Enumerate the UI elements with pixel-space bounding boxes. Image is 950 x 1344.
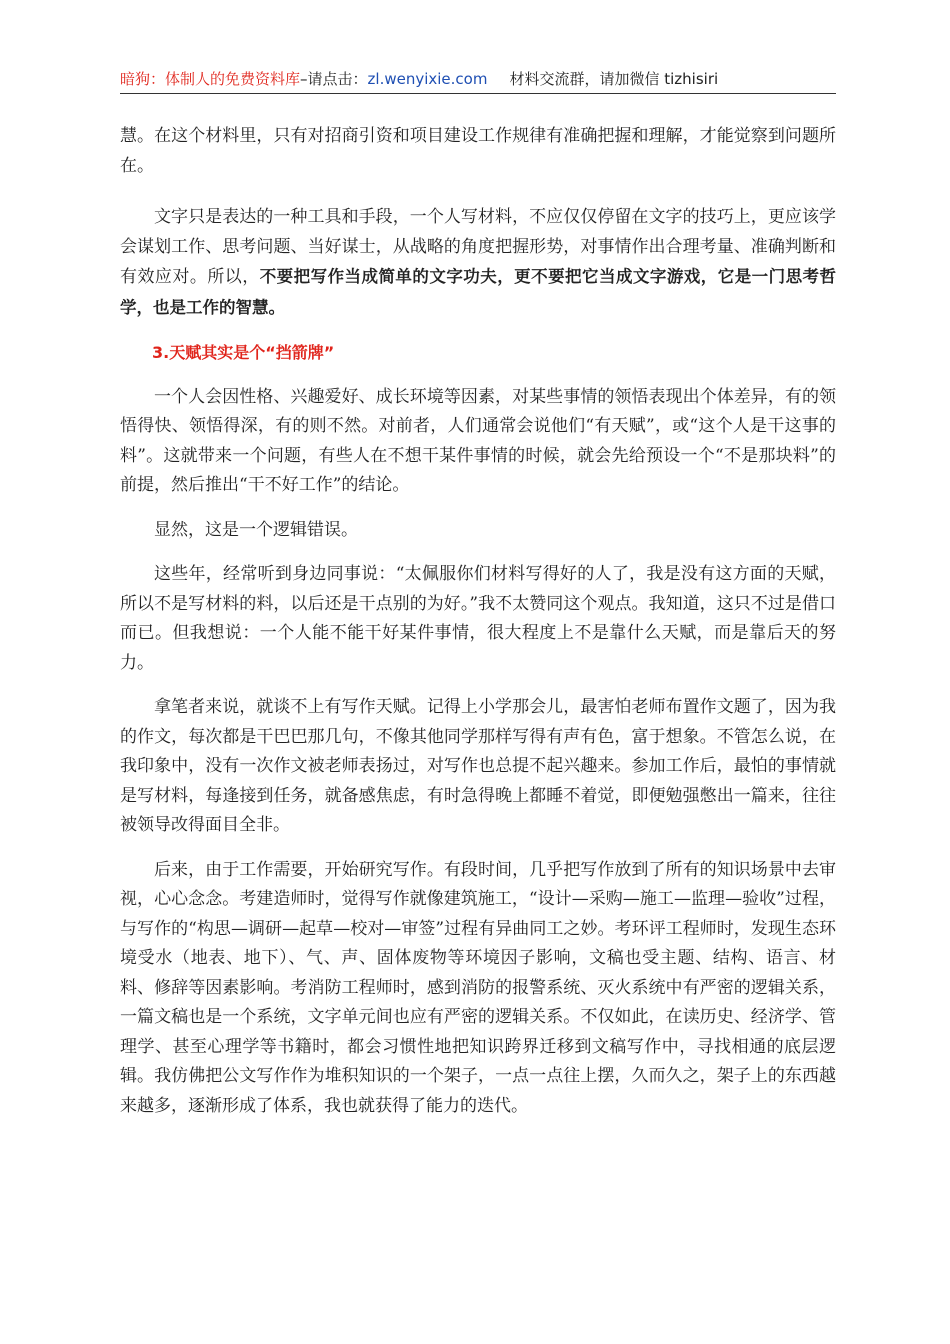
paragraph-writing-tool	[120, 203, 836, 323]
header-link[interactable]: zl.wenyixie.com	[367, 70, 488, 88]
paragraph-colleagues: 这些年，经常听到身边同事说：“太佩服你们材料写得好的人了，我是没有这方面的天赋，所以不是写材料的料，以后还是干点别的为好。”我不太赞同这个观点。我知道，这只不过是借口而已。但我想说：一个人能不能干好某件事情，很大程度上不是靠什么天赋，而是靠后天的努力。	[120, 564, 836, 673]
page-header	[120, 66, 836, 92]
header-brand: 暗狗：体制人的免费资料库	[120, 70, 301, 88]
paragraph-study-writing: 后来，由于工作需要，开始研究写作。有段时间，几乎把写作放到了所有的知识场景中去审视，心心念念。考建造师时，觉得写作就像建筑施工，“设计—采购—施工—监理—验收”过程，与写作的“构思—调研—起草—校对—审签”过程有异曲同工之妙。考环评工程师时，发现生态环境受水（地表、地下）、气、声、固体废物等环境因子影响，文稿也受主题、结构、语言、材料、修辞等因素影响。考消防工程师时，感到消防的报警系统、灭火系统中有严密的逻辑关系，一篇文稿也是一个系统，文字单元间也应有严密的逻辑关系。不仅如此，在读历史、经济学、管理学、甚至心理学等书籍时，都会习惯性地把知识跨界迁移到文稿写作中，寻找相通的底层逻辑。我仿佛把公文写作作为堆积知识的一个架子，一点一点往上摆，久而久之，架子上的东西越来越多，逐渐形成了体系，我也就获得了能力的迭代。	[120, 859, 836, 1116]
paragraph-author-experience: 拿笔者来说，就谈不上有写作天赋。记得上小学那会儿，最害怕老师布置作文题了，因为我的作文，每次都是干巴巴那几句，不像其他同学那样写得有声有色，富于想象。不管怎么说，在我印象中，没有一次作文被老师表扬过，对写作也总提不起兴趣来。参加工作后，最怕的事情就是写材料，每逢接到任务，就备感焦虑，有时急得晚上都睡不着觉，即便勉强憋出一篇来，往往被领导改得面目全非。	[120, 697, 836, 835]
header-separator: –请点击：	[300, 70, 368, 88]
document-body	[120, 122, 836, 1136]
paragraph-talent: 一个人会因性格、兴趣爱好、成长环境等因素，对某些事情的领悟表现出个体差异，有的领悟得快、领悟得深，有的则不然。对前者，人们通常会说他们“有天赋”，或“这个人是干这事的料”。这就带来一个问题，有些人在不想干某件事情的时候，就会先给预设一个“不是那块料”的前提，然后推出“干不好工作”的结论。	[120, 386, 836, 495]
header-rule	[120, 93, 836, 94]
paragraph-emphasis: 不要把写作当成简单的文字功夫，更不要把它当成文字游戏，它是一门思考哲学，也是工作的智慧。	[120, 267, 837, 317]
section-heading: 3.天赋其实是个“挡箭牌”	[152, 343, 335, 362]
paragraph-logic-error: 显然，这是一个逻辑错误。	[154, 519, 358, 540]
paragraph-continuation: 慧。在这个材料里，只有对招商引资和项目建设工作规律有准确把握和理解，才能觉察到问题所在。	[120, 126, 836, 176]
header-contact: 材料交流群，请加微信 tizhisiri	[509, 70, 719, 88]
paragraph-text: 文字只是表达的一种工具和手段，一个人写材料，不应仅仅停留在文字的技巧上，更应该学会谋划工作、思考问题、当好谋士，从战略的角度把握形势，对事情作出合理考量、准确判断和有效应对。所以，	[120, 207, 836, 287]
